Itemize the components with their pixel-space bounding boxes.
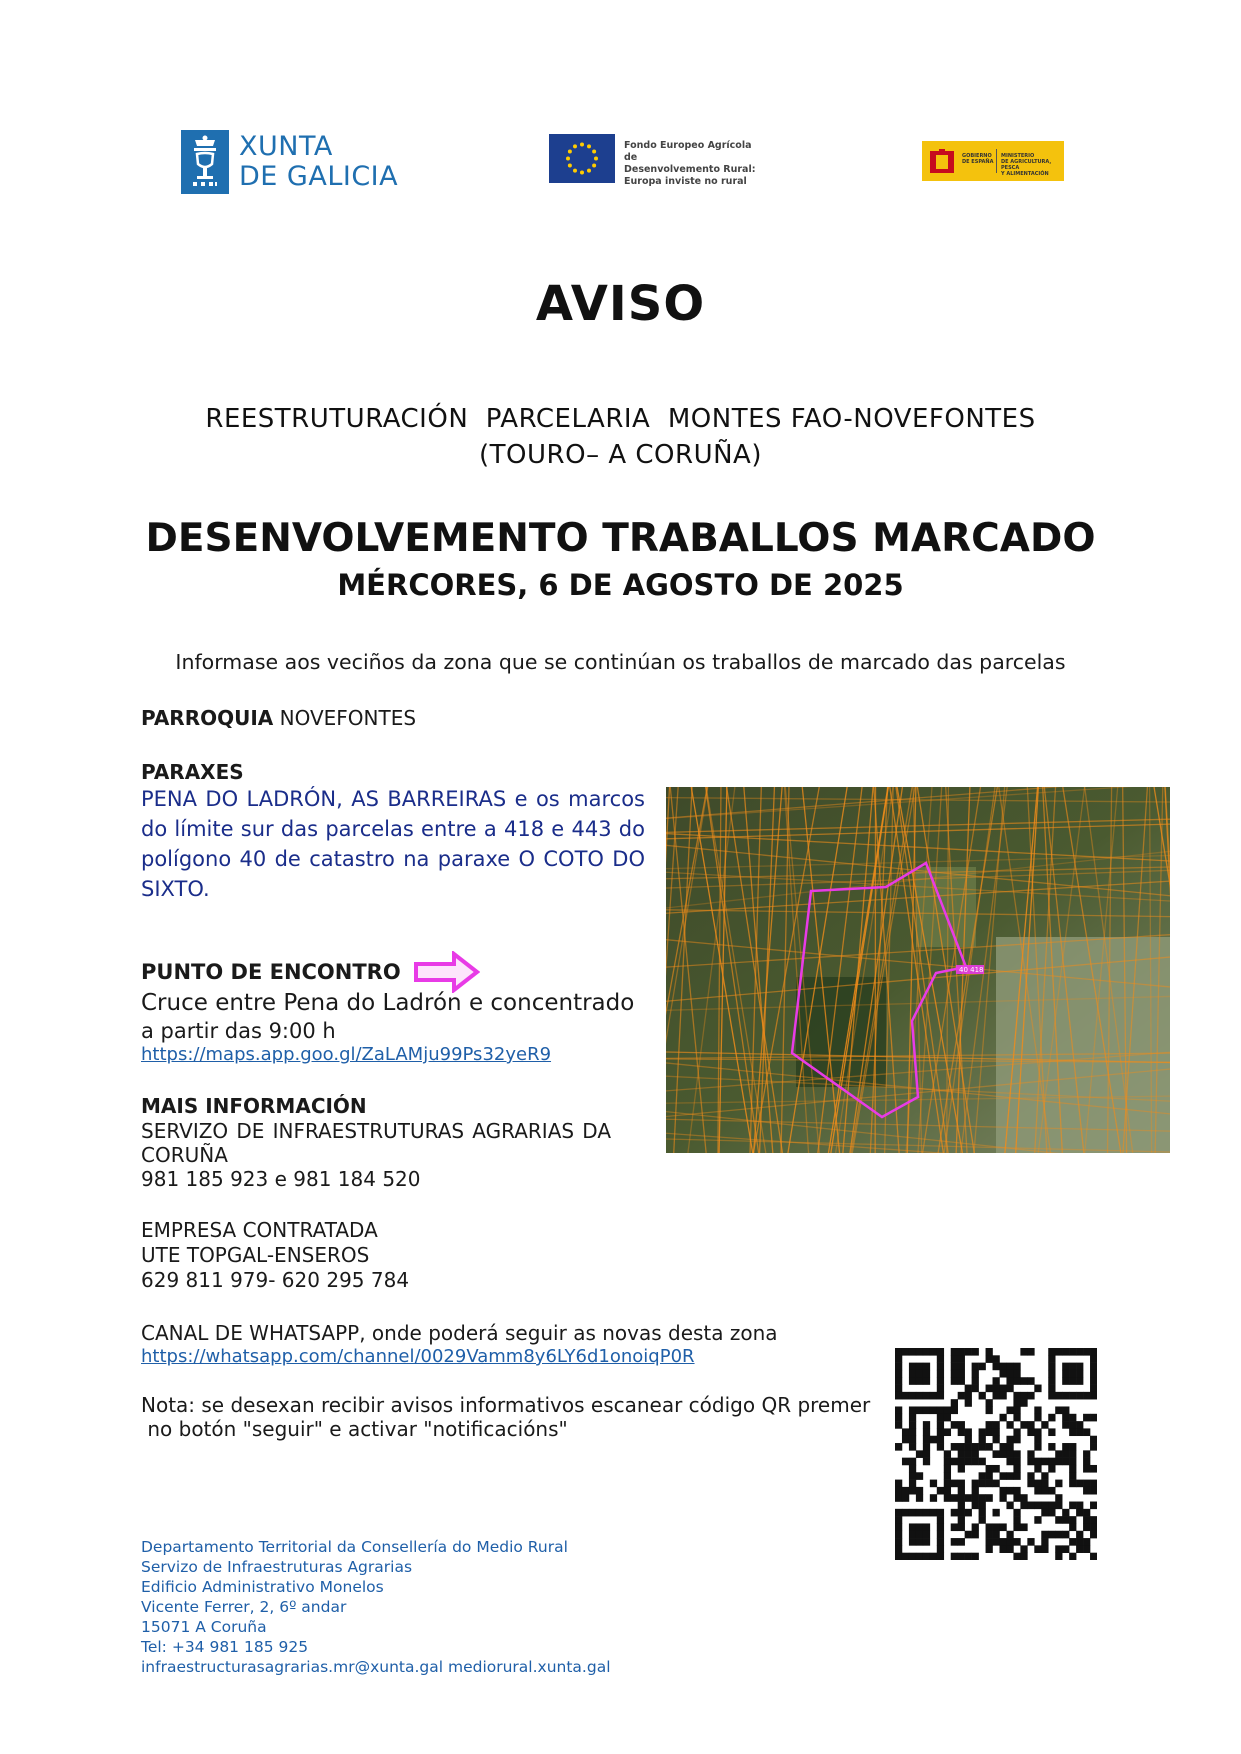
xunta-line2: DE GALICIA xyxy=(239,161,399,192)
event-date: MÉRCORES, 6 DE AGOSTO DE 2025 xyxy=(337,568,904,602)
es-col2-line3: Y ALIMENTACIÓN xyxy=(1001,171,1049,177)
feader-text xyxy=(624,140,767,188)
page-title: AVISO xyxy=(535,276,706,332)
footer-contact: infraestructurasagrarias.mr@xunta.gal mediorural.xunta.gal xyxy=(141,1658,611,1676)
parroquia-value: NOVEFONTES xyxy=(279,706,417,730)
footer-line: Edificio Administrativo Monelos xyxy=(141,1578,384,1596)
subtitle-line1: REESTRUTURACIÓN PARCELARIA MONTES FAO-NOVEFONTES xyxy=(205,404,1036,434)
gobierno-espana-logo xyxy=(922,141,1064,181)
empresa-label: EMPRESA CONTRATADA xyxy=(141,1218,378,1242)
es-col1-line1: GOBIERNO xyxy=(962,153,992,159)
footer-line: Vicente Ferrer, 2, 6º andar xyxy=(141,1598,347,1616)
nota-line1: Nota: se desexan recibir avisos informativos escanear código QR premer xyxy=(141,1393,871,1417)
parroquia-label: PARROQUIA xyxy=(141,706,274,730)
whatsapp-channel-text: CANAL DE WHATSAPP, onde poderá seguir as novas desta zona xyxy=(141,1321,778,1345)
parroquia xyxy=(141,706,416,730)
map-parcel-label: 40 418 xyxy=(959,966,984,974)
nota-line2: no botón "seguir" e activar "notificacións" xyxy=(141,1417,568,1441)
subtitle-line2: (TOURO– A CORUÑA) xyxy=(479,440,762,470)
mais-informacion-phones: 981 185 923 e 981 184 520 xyxy=(141,1167,421,1191)
xunta-de-galicia-logo xyxy=(181,128,413,196)
punto-encontro-time: a partir das 9:00 h xyxy=(141,1019,336,1043)
spain-coat-of-arms-icon xyxy=(928,147,956,175)
paraxes-body: PENA DO LADRÓN, AS BARREIRAS e os marcos do límite sur das parcelas entre a 418 e 443 do polígono 40 de catastro na paraxe O COTO DO SIXTO. xyxy=(141,787,645,901)
mais-informacion-service: SERVIZO DE INFRAESTRUTURAS AGRARIAS DA CORUÑA xyxy=(141,1119,611,1167)
es-col2-line2: DE AGRICULTURA, PESCA xyxy=(1001,159,1052,171)
qr-code-icon xyxy=(895,1348,1097,1560)
eu-text-line1: Fondo Europeo Agrícola de xyxy=(624,140,752,163)
footer-line: Departamento Territorial da Consellería do Medio Rural xyxy=(141,1538,568,1556)
arrow-right-icon xyxy=(414,951,480,993)
es-col1-line2: DE ESPAÑA xyxy=(962,159,994,165)
empresa-name: UTE TOPGAL-ENSEROS xyxy=(141,1243,370,1267)
empresa-phones: 629 811 979- 620 295 784 xyxy=(141,1268,410,1292)
es-gobierno-text xyxy=(962,153,993,165)
cadastral-aerial-map-icon xyxy=(666,787,1170,1153)
whatsapp-qr-code[interactable] xyxy=(895,1348,1097,1560)
eu-flag-icon xyxy=(549,134,615,183)
mais-informacion-label: MAIS INFORMACIÓN xyxy=(141,1094,367,1118)
feader-eu-logo xyxy=(549,134,767,187)
main-heading: DESENVOLVEMENTO TRABALLOS MARCADO xyxy=(145,516,1096,561)
es-col2-line1: MINISTERIO xyxy=(1001,153,1035,159)
cadastral-map-image xyxy=(666,787,1170,1153)
footer-line: Servizo de Infraestruturas Agrarias xyxy=(141,1558,413,1576)
maps-link[interactable]: https://maps.app.goo.gl/ZaLAMju99Ps32yeR9 xyxy=(141,1044,552,1065)
whatsapp-channel-link[interactable]: https://whatsapp.com/channel/0029Vamm8y6LY6d1onoiqP0R xyxy=(141,1346,695,1367)
footer-line: 15071 A Coruña xyxy=(141,1618,267,1636)
paraxes-label: PARAXES xyxy=(141,760,244,784)
punto-encontro-place: Cruce entre Pena do Ladrón e concentrado xyxy=(141,990,635,1016)
eu-text-line2: Desenvolvemento Rural: xyxy=(624,164,756,175)
xunta-line1: XUNTA xyxy=(239,131,333,162)
es-ministerio-text xyxy=(1001,153,1064,177)
footer-line: Tel: +34 981 185 925 xyxy=(141,1638,309,1656)
xunta-shield-icon xyxy=(181,130,229,194)
punto-encontro-label: PUNTO DE ENCONTRO xyxy=(141,960,401,984)
intro-text: Informase aos veciños da zona que se continúan os traballos de marcado das parcelas xyxy=(175,650,1066,674)
eu-text-line3: Europa inviste no rural xyxy=(624,176,747,187)
xunta-wordmark xyxy=(239,132,398,192)
